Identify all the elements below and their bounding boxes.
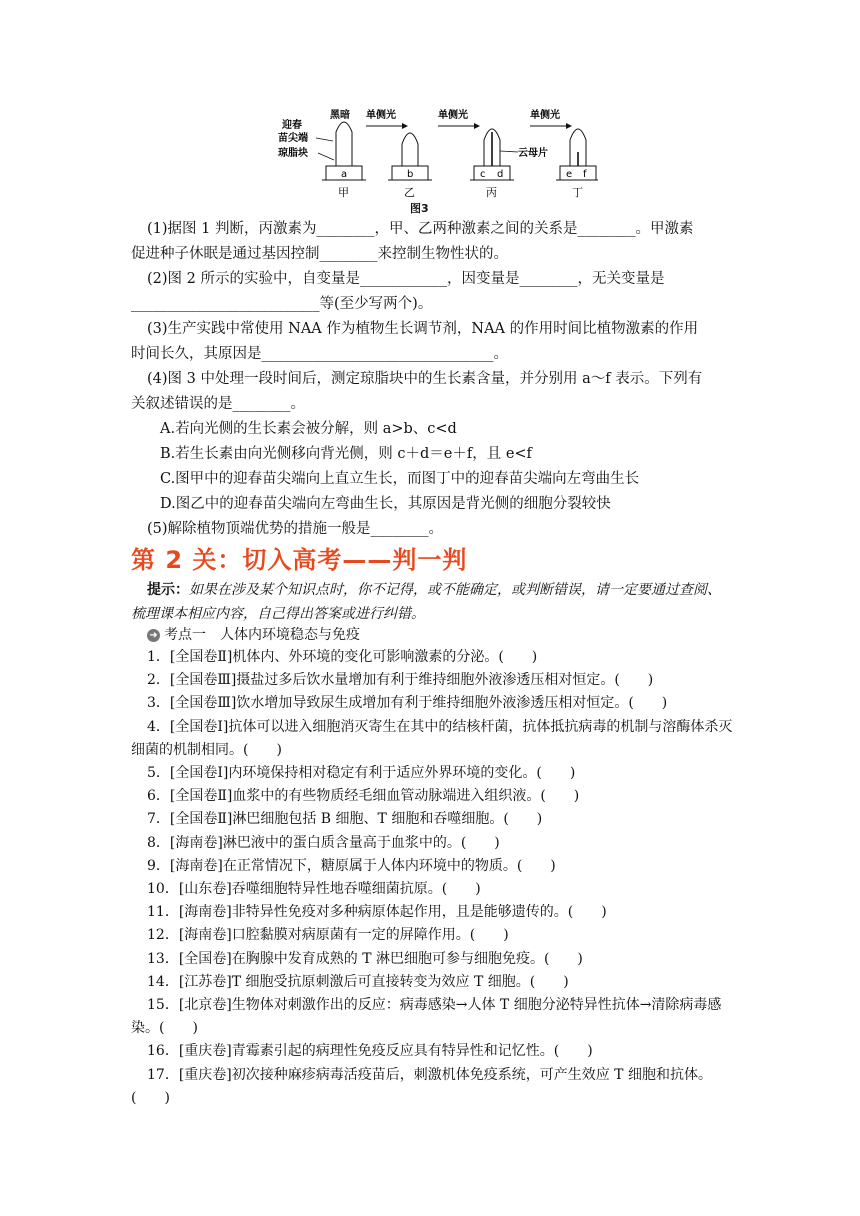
list-item: 3．[全国卷Ⅲ]饮水增加导致尿生成增加有利于维持细胞外液渗透压相对恒定。( ) xyxy=(147,695,668,712)
label-light-1: 单侧光 xyxy=(366,110,396,121)
shoot-tip-yi xyxy=(402,133,418,166)
list-item: 17．[重庆卷]初次接种麻疹病毒活疫苗后，刺激机体免疫系统，可产生效应 T 细胞和抗体。( ) xyxy=(131,1066,712,1106)
list-item: 12．[海南卷]口腔黏膜对病原菌有一定的屏障作用。( ) xyxy=(147,927,509,944)
shoot-tip-jia xyxy=(336,122,352,166)
judgment-list xyxy=(131,646,736,1110)
arrow-circle-icon: ➜ xyxy=(147,629,160,642)
list-item: 16．[重庆卷]青霉素引起的病理性免疫反应具有特异性和记忆性。( ) xyxy=(147,1043,593,1060)
question-block xyxy=(131,217,731,542)
panel-label-yi: 乙 xyxy=(404,186,415,199)
panel-label-ding: 丁 xyxy=(572,186,583,199)
option-d: D.图乙中的迎春苗尖端向左弯曲生长，其原因是背光侧的细胞分裂较快 xyxy=(160,496,611,512)
block-label-b: b xyxy=(407,169,414,180)
question-line: __________________________等(至少写两个)。 xyxy=(131,296,433,312)
label-dark: 黑暗 xyxy=(330,110,350,121)
question-line: 关叙述错误的是________。 xyxy=(131,396,305,412)
panel-label-jia: 甲 xyxy=(338,186,349,199)
list-item: 5．[全国卷Ⅰ]内环境保持相对稳定有利于适应外界环境的变化。( ) xyxy=(147,765,576,782)
option-c: C.图甲中的迎春苗尖端向上直立生长，而图丁中的迎春苗尖端向左弯曲生长 xyxy=(160,471,640,487)
list-item: 11．[海南卷]非特异性免疫对多种病原体起作用，且是能够遗传的。( ) xyxy=(147,904,607,921)
list-item: 13．[全国卷]在胸腺中发育成熟的 T 淋巴细胞可参与细胞免疫。( ) xyxy=(147,950,583,967)
hint-label: 提示： xyxy=(147,582,189,598)
label-yingchun: 迎春 xyxy=(282,120,302,131)
list-item: 9．[海南卷]在正常情况下，糖原属于人体内环境中的物质。( ) xyxy=(147,857,556,874)
panel-label-bing: 丙 xyxy=(486,186,497,199)
label-light-2: 单侧光 xyxy=(438,110,468,121)
block-label-d: d xyxy=(497,169,504,180)
block-label-e: e xyxy=(566,169,573,180)
option-a: A.若向光侧的生长素会被分解，则 a>b、c<d xyxy=(160,421,457,437)
question-line: (4)图 3 中处理一段时间后，测定琼脂块中的生长素含量，并分别用 a～f 表示。下列有 xyxy=(147,371,703,387)
question-line: (1)据图 1 判断，丙激素为________，甲、乙两种激素之间的关系是________。甲激素 xyxy=(147,221,694,237)
kaodian-text: 考点一 人体内环境稳态与免疫 xyxy=(164,627,360,643)
hint-text: 如果在涉及某个知识点时，你不记得，或不能确定，或判断错误，请一定要通过查阅、梳理课本相应内容，自己得出答案或进行纠错。 xyxy=(131,582,721,622)
figure-caption: 图3 xyxy=(410,202,429,215)
question-line: (5)解除植物顶端优势的措施一般是________。 xyxy=(147,521,444,537)
figure-3 xyxy=(278,104,598,222)
block-label-a: a xyxy=(341,169,348,180)
list-item: 8．[海南卷]淋巴液中的蛋白质含量高于血浆中的。( ) xyxy=(147,834,500,851)
question-line: (3)生产实践中常使用 NAA 作为植物生长调节剂，NAA 的作用时间比植物激素的作用 xyxy=(147,321,699,337)
section-title: 第 2 关：切入高考——判一判 xyxy=(131,546,468,574)
list-item: 2．[全国卷Ⅲ]摄盐过多后饮水量增加有利于维持细胞外液渗透压相对恒定。( ) xyxy=(147,672,654,689)
label-mica: 云母片 xyxy=(518,148,548,159)
list-item: 1．[全国卷Ⅱ]机体内、外环境的变化可影响激素的分泌。( ) xyxy=(147,649,538,665)
list-item: 14．[江苏卷]T 细胞受抗原刺激后可直接转变为效应 T 细胞。( ) xyxy=(147,973,569,990)
list-item: 10．[山东卷]吞噬细胞特异性地吞噬细菌抗原。( ) xyxy=(147,881,481,898)
option-b: B.若生长素由向光侧移向背光侧，则 c＋d＝e＋f，且 e<f xyxy=(160,446,532,462)
experiment-diagram xyxy=(278,104,598,204)
question-line: (2)图 2 所示的实验中，自变量是____________，因变量是________，无关变量是 xyxy=(147,271,665,287)
label-miaojianduan: 苗尖端 xyxy=(278,133,308,144)
block-label-c: c xyxy=(480,169,486,180)
list-item: 7．[全国卷Ⅱ]淋巴细胞包括 B 细胞、T 细胞和吞噬细胞。( ) xyxy=(147,811,543,828)
question-line: 时间长久，其原因是________________________________。 xyxy=(131,346,508,362)
label-light-3: 单侧光 xyxy=(530,110,560,121)
hint-paragraph xyxy=(131,578,731,626)
list-item: 6．[全国卷Ⅱ]血浆中的有些物质经毛细血管动脉端进入组织液。( ) xyxy=(147,788,580,805)
list-item: 4．[全国卷Ⅰ]抗体可以进入细胞消灭寄生在其中的结核杆菌，抗体抵抗病毒的机制与溶酶体杀灭细菌的机制相同。( ) xyxy=(131,718,733,758)
kaodian-heading xyxy=(147,625,360,645)
block-label-f: f xyxy=(583,169,587,180)
label-qiongzhikuai: 琼脂块 xyxy=(278,148,308,159)
list-item: 15．[北京卷]生物体对刺激作出的反应：病毒感染→人体 T 细胞分泌特异性抗体→清除病毒感染。( ) xyxy=(131,997,722,1037)
question-line: 促进种子休眠是通过基因控制________来控制生物性状的。 xyxy=(131,246,508,262)
